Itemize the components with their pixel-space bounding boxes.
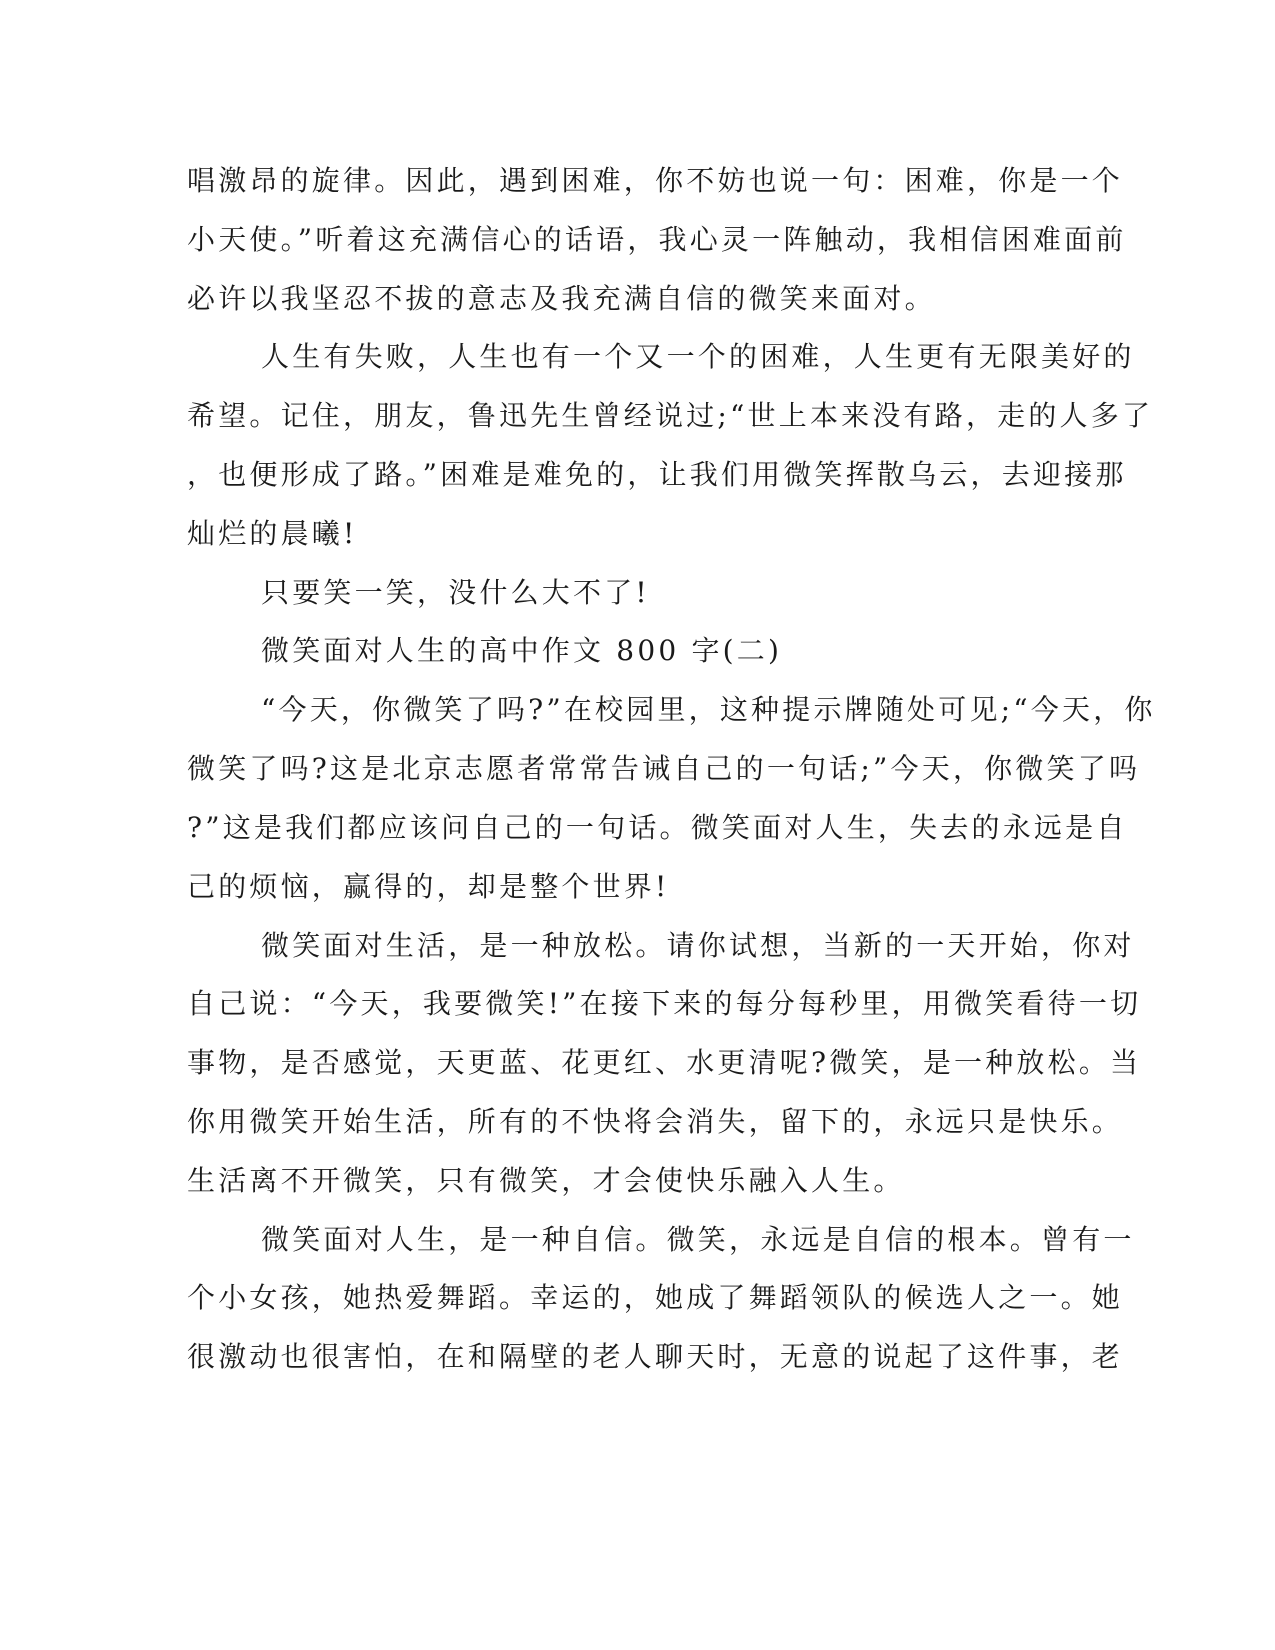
- text-line: 己的烦恼，赢得的，却是整个世界!: [187, 870, 670, 903]
- text-line: 必许以我坚忍不拔的意志及我充满自信的微笑来面对。: [187, 282, 936, 315]
- text-line: 个小女孩，她热爱舞蹈。幸运的，她成了舞蹈领队的候选人之一。她: [187, 1281, 1124, 1314]
- text-line: 小天使。”听着这充满信心的话语，我心灵一阵触动，我相信困难面前: [187, 223, 1127, 256]
- paragraph-first-line: “今天，你微笑了吗?”在校园里，这种提示牌随处可见;“今天，你: [261, 693, 1156, 726]
- paragraph-first-line: 只要笑一笑，没什么大不了!: [261, 576, 650, 609]
- section-heading: 微笑面对人生的高中作文 800 字(二): [261, 634, 783, 667]
- text-line: ?”这是我们都应该问自己的一句话。微笑面对人生，失去的永远是自: [187, 811, 1128, 844]
- text-line: 灿烂的晨曦!: [187, 517, 358, 550]
- text-line: ，也便形成了路。”困难是难免的，让我们用微笑挥散乌云，去迎接那: [187, 458, 1127, 491]
- text-line: 事物，是否感觉，天更蓝、花更红、水更清呢?微笑，是一种放松。当: [187, 1046, 1142, 1079]
- text-line: 生活离不开微笑，只有微笑，才会使快乐融入人生。: [187, 1164, 905, 1197]
- text-line: 你用微笑开始生活，所有的不快将会消失，留下的，永远只是快乐。: [187, 1105, 1124, 1138]
- text-line: 很激动也很害怕，在和隔壁的老人聊天时，无意的说起了这件事，老: [187, 1340, 1124, 1373]
- paragraph-first-line: 人生有失败，人生也有一个又一个的困难，人生更有无限美好的: [261, 340, 1135, 373]
- paragraph-first-line: 微笑面对生活，是一种放松。请你试想，当新的一天开始，你对: [261, 929, 1135, 962]
- paragraph-first-line: 微笑面对人生，是一种自信。微笑，永远是自信的根本。曾有一: [261, 1223, 1135, 1256]
- text-line: 自己说：“今天，我要微笑!”在接下来的每分每秒里，用微笑看待一切: [187, 987, 1142, 1020]
- text-line: 唱激昂的旋律。因此，遇到困难，你不妨也说一句：困难，你是一个: [187, 164, 1124, 197]
- text-line: 微笑了吗?这是北京志愿者常常告诫自己的一句话;”今天，你微笑了吗: [187, 752, 1141, 785]
- text-line: 希望。记住，朋友，鲁迅先生曾经说过;“世上本来没有路，走的人多了: [187, 399, 1154, 432]
